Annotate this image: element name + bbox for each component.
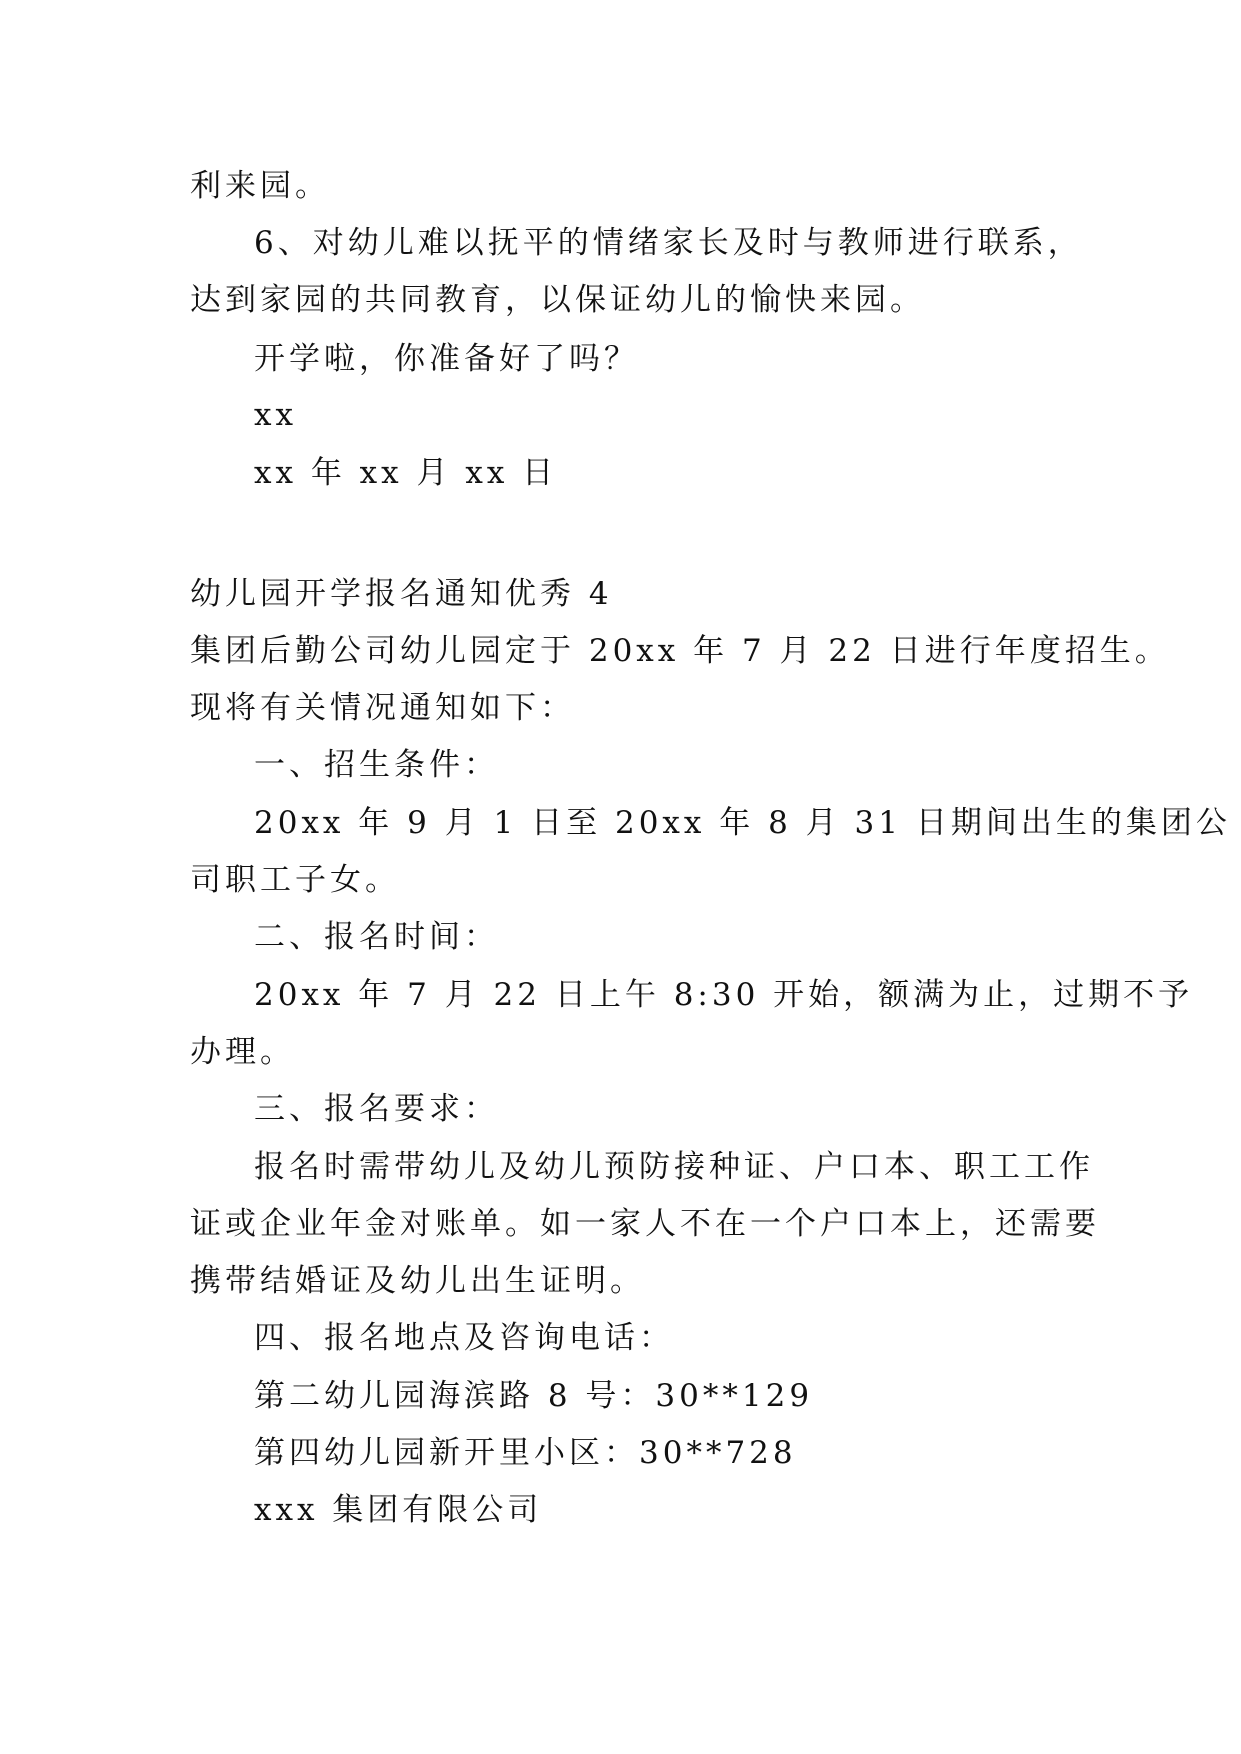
text-line: xx 年 xx 月 xx 日 bbox=[254, 455, 558, 491]
text-line: xx bbox=[254, 397, 297, 433]
text-line: 三、报名要求： bbox=[254, 1091, 499, 1127]
text-line: 开学啦，你准备好了吗？ bbox=[254, 341, 639, 377]
text-line: 利来园。 bbox=[190, 168, 330, 204]
text-line: 20xx 年 7 月 22 日上午 8:30 开始，额满为止，过期不予 bbox=[254, 977, 1194, 1013]
text-line: 二、报名时间： bbox=[254, 919, 499, 955]
section-heading: 幼儿园开学报名通知优秀 4 bbox=[190, 576, 613, 612]
text-line: xxx 集团有限公司 bbox=[254, 1492, 543, 1528]
text-line: 第二幼儿园海滨路 8 号：30**129 bbox=[254, 1378, 814, 1414]
text-line: 办理。 bbox=[190, 1034, 295, 1070]
text-line: 一、招生条件： bbox=[254, 747, 499, 783]
text-line: 司职工子女。 bbox=[190, 862, 400, 898]
text-line: 携带结婚证及幼儿出生证明。 bbox=[190, 1263, 645, 1299]
text-line: 报名时需带幼儿及幼儿预防接种证、户口本、职工工作 bbox=[254, 1149, 1094, 1185]
text-line: 集团后勤公司幼儿园定于 20xx 年 7 月 22 日进行年度招生。 bbox=[190, 633, 1170, 669]
text-line: 20xx 年 9 月 1 日至 20xx 年 8 月 31 日期间出生的集团公 bbox=[254, 805, 1231, 841]
text-line: 证或企业年金对账单。如一家人不在一个户口本上，还需要 bbox=[190, 1206, 1100, 1242]
text-line: 现将有关情况通知如下： bbox=[190, 690, 575, 726]
text-line: 第四幼儿园新开里小区：30**728 bbox=[254, 1435, 797, 1471]
text-line: 四、报名地点及咨询电话： bbox=[254, 1320, 674, 1356]
text-line: 6、对幼儿难以抚平的情绪家长及时与教师进行联系， bbox=[254, 225, 1083, 261]
text-line: 达到家园的共同教育，以保证幼儿的愉快来园。 bbox=[190, 282, 925, 318]
